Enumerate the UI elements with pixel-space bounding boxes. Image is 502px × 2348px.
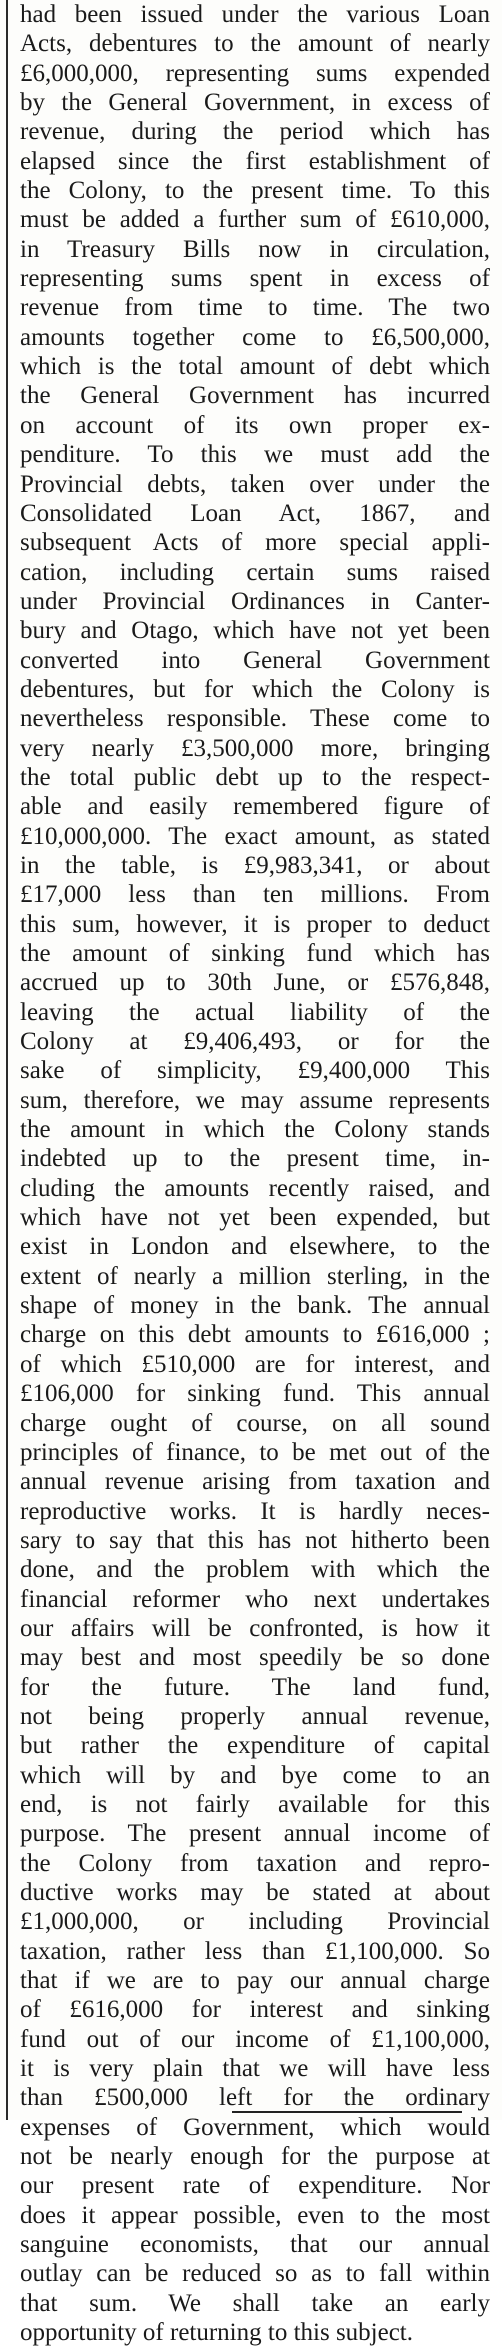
text-line: Colony at £9,406,493, or for the: [20, 1028, 490, 1056]
text-line: that if we are to pay our annual charge: [20, 1967, 490, 1995]
text-line: done, and the problem with which the: [20, 1556, 490, 1584]
text-line: financial reformer who next undertakes: [20, 1585, 490, 1613]
text-line: not be nearly enough for the purpose at: [20, 2143, 490, 2171]
text-line: the amount in which the Colony stands: [20, 1116, 490, 1144]
text-line: elapsed since the first establishment of: [20, 147, 490, 175]
text-line: exist in London and elsewhere, to the: [20, 1233, 490, 1261]
text-line: Consolidated Loan Act, 1867, and: [20, 499, 490, 527]
text-line: which is the total amount of debt which: [20, 353, 490, 381]
text-line: must be added a further sum of £610,000,: [20, 206, 490, 234]
text-line: the Colony from taxation and repro-: [20, 1849, 490, 1877]
text-line: £106,000 for sinking fund. This annual: [20, 1380, 490, 1408]
text-line: cluding the amounts recently raised, and: [20, 1174, 490, 1202]
text-line: Acts, debentures to the amount of nearly: [20, 30, 490, 58]
text-line: it is very plain that we will have less: [20, 2055, 490, 2083]
text-line: our affairs will be confronted, is how it: [20, 1614, 490, 1642]
text-line: leaving the actual liability of the: [20, 998, 490, 1026]
column-rule: [6, 0, 8, 2120]
text-line: the total public debt up to the respect-: [20, 763, 490, 791]
text-line: for the future. The land fund,: [20, 1673, 490, 1701]
text-line: sum, therefore, we may assume represents: [20, 1086, 490, 1114]
text-line: than £500,000 left for the ordinary: [20, 2084, 490, 2112]
text-line: of £616,000 for interest and sinking: [20, 1996, 490, 2024]
text-line: does it appear possible, even to the most: [20, 2201, 490, 2229]
text-line: Provincial debts, taken over under the: [20, 470, 490, 498]
article-body: [20, 0, 498, 2348]
text-line: taxation, rather less than £1,100,000. So: [20, 1937, 490, 1965]
text-line: extent of nearly a million sterling, in the: [20, 1262, 490, 1290]
text-line: bury and Otago, which have not yet been: [20, 617, 490, 645]
text-line: annual revenue arising from taxation and: [20, 1468, 490, 1496]
text-line: reproductive works. It is hardly neces-: [20, 1497, 490, 1525]
text-line: cation, including certain sums raised: [20, 558, 490, 586]
text-line: the amount of sinking fund which has: [20, 940, 490, 967]
text-line: £17,000 less than ten millions. From: [20, 881, 490, 909]
text-line: revenue from time to time. The two: [20, 294, 490, 322]
text-line: £6,000,000, representing sums expended: [20, 59, 490, 87]
text-line: but rather the expenditure of capital: [20, 1732, 490, 1760]
text-line: which will by and bye come to an: [20, 1761, 490, 1789]
text-line: debentures, but for which the Colony is: [20, 675, 490, 703]
text-line: of which £510,000 are for interest, and: [20, 1350, 490, 1378]
text-line: that sum. We shall take an early: [20, 2289, 490, 2317]
text-line: very nearly £3,500,000 more, bringing: [20, 734, 490, 762]
text-line: fund out of our income of £1,100,000,: [20, 2025, 490, 2053]
text-line: in the table, is £9,983,341, or about: [20, 851, 490, 879]
text-line: sary to say that this has not hitherto been: [20, 1526, 490, 1554]
text-line: in Treasury Bills now in circulation,: [20, 235, 490, 263]
text-line: may best and most speedily be so done: [20, 1644, 490, 1672]
text-line: nevertheless responsible. These come to: [20, 705, 490, 733]
text-line: £1,000,000, or including Provincial: [20, 1908, 490, 1936]
text-line: subsequent Acts of more special appli-: [20, 529, 490, 557]
text-line: representing sums spent in excess of: [20, 265, 490, 293]
text-line: penditure. To this we must add the: [20, 441, 490, 469]
text-line: revenue, during the period which has: [20, 118, 490, 146]
text-line: not being properly annual revenue,: [20, 1702, 490, 1730]
text-line: under Provincial Ordinances in Canter-: [20, 587, 490, 615]
text-line: accrued up to 30th June, or £576,848,: [20, 969, 490, 997]
text-line: outlay can be reduced so as to fall within: [20, 2260, 490, 2288]
text-line: by the General Government, in excess of: [20, 89, 490, 117]
text-line: sanguine economists, that our annual: [20, 2231, 490, 2259]
text-line: shape of money in the bank. The annual: [20, 1292, 490, 1320]
text-line: sake of simplicity, £9,400,000 This: [20, 1057, 490, 1085]
text-line: the Colony, to the present time. To this: [20, 177, 490, 205]
text-line: this sum, however, it is proper to deduct: [20, 910, 490, 938]
text-line: able and easily remembered figure of: [20, 793, 490, 821]
text-line: expenses of Government, which would: [20, 2113, 490, 2141]
text-line: converted into General Government: [20, 646, 490, 674]
text-line: ductive works may be stated at about: [20, 1879, 490, 1906]
text-line: charge on this debt amounts to £616,000 ;: [20, 1321, 490, 1349]
text-line: opportunity of returning to this subject.: [20, 2319, 414, 2347]
text-line: on account of its own proper ex-: [20, 411, 490, 439]
end-of-article-rule: [232, 2111, 462, 2113]
text-line: our present rate of expenditure. Nor: [20, 2172, 490, 2200]
text-line: principles of finance, to be met out of the: [20, 1438, 490, 1466]
text-line: end, is not fairly available for this: [20, 1790, 490, 1818]
text-line: amounts together come to £6,500,000,: [20, 323, 490, 351]
text-line: the General Government has incurred: [20, 382, 490, 410]
text-line: purpose. The present annual income of: [20, 1820, 490, 1848]
text-line: which have not yet been expended, but: [20, 1204, 490, 1232]
text-line: had been issued under the various Loan: [20, 1, 490, 28]
text-line: £10,000,000. The exact amount, as stated: [20, 822, 490, 850]
text-line: charge ought of course, on all sound: [20, 1409, 490, 1437]
text-line: indebted up to the present time, in-: [20, 1145, 490, 1173]
